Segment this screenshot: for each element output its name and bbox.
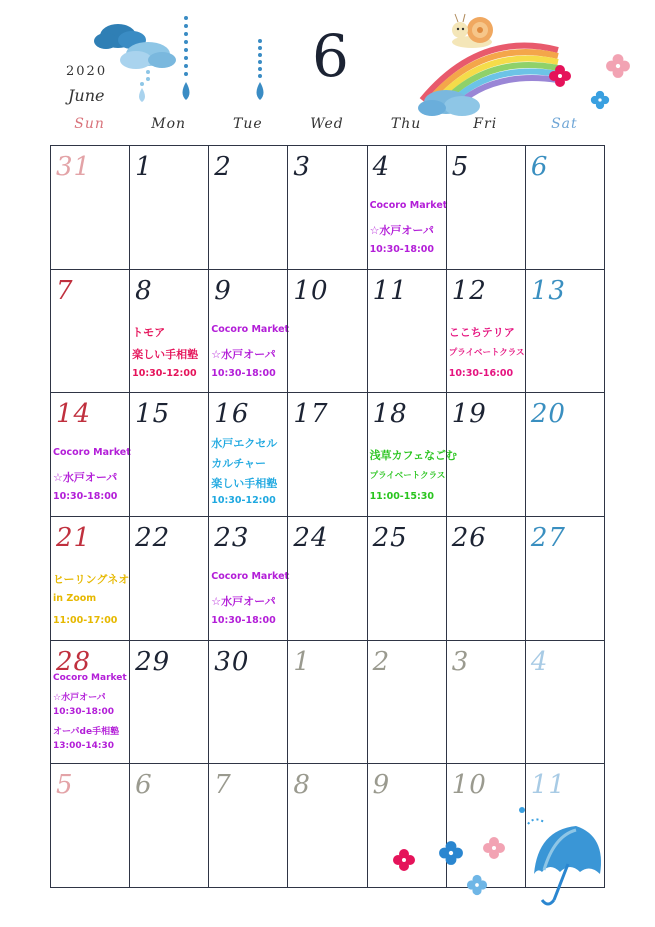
flower-icon: [482, 836, 506, 860]
weekday-label-sat: Sat: [551, 116, 578, 132]
day-number: 28: [56, 646, 92, 677]
day-number: 2: [372, 646, 391, 677]
day-number: 11: [372, 275, 408, 306]
day-cell[interactable]: [50, 763, 130, 888]
day-number: 8: [135, 275, 153, 306]
day-number: 9: [214, 275, 232, 306]
day-cell[interactable]: [129, 763, 209, 888]
day-cell[interactable]: [367, 269, 447, 394]
day-cell[interactable]: [50, 269, 130, 394]
day-number: 15: [135, 399, 171, 430]
day-number: 16: [214, 399, 250, 430]
snail-icon: [450, 10, 500, 52]
day-number: 6: [530, 152, 549, 182]
event-line: ☆水戸オーパ: [53, 692, 106, 703]
day-number: 19: [451, 399, 487, 430]
day-cell[interactable]: [129, 392, 209, 517]
year-label: 2020: [66, 64, 108, 79]
event-line: 10:30-12:00: [132, 367, 197, 379]
event-line: Cocoro Market: [369, 200, 448, 211]
event-line: Cocoro Market: [211, 323, 290, 335]
day-number: 13: [530, 275, 566, 306]
day-cell[interactable]: [446, 392, 526, 517]
event-line: 11:00-17:00: [53, 615, 118, 626]
day-cell[interactable]: [208, 516, 288, 641]
event-line: 10:30-12:00: [211, 495, 276, 507]
day-number: 18: [372, 399, 408, 430]
event-line: ☆水戸オーパ: [211, 595, 276, 608]
day-cell[interactable]: [287, 516, 367, 641]
weekday-label-mon: Mon: [151, 116, 187, 132]
day-cell[interactable]: [129, 145, 209, 270]
day-cell[interactable]: [129, 640, 209, 765]
event-line: 13:00-14:30: [53, 740, 115, 751]
day-number: 7: [56, 275, 74, 306]
day-number: 17: [293, 399, 329, 430]
day-cell[interactable]: [208, 392, 288, 517]
event-line: ヒーリングネオ: [53, 573, 130, 586]
flower-icon: [438, 840, 464, 866]
day-number: 21: [56, 523, 92, 553]
event-line: Cocoro Market: [53, 672, 127, 683]
event-line: ☆水戸オーパ: [369, 224, 434, 237]
event-line: ☆水戸オーパ: [53, 471, 118, 485]
day-number: 7: [214, 770, 232, 801]
weekday-label-wed: Wed: [310, 116, 344, 132]
day-cell[interactable]: [446, 145, 526, 270]
day-number: 23: [214, 523, 250, 553]
day-cell[interactable]: [446, 516, 526, 641]
day-number: 4: [530, 646, 549, 677]
raindrop-icon: [250, 38, 270, 104]
day-cell[interactable]: [208, 145, 288, 270]
day-number: 31: [56, 152, 92, 182]
day-cell[interactable]: [367, 516, 447, 641]
day-cell[interactable]: [525, 269, 605, 394]
day-number: 25: [372, 523, 408, 553]
event-line: ☆水戸オーパ: [211, 347, 276, 361]
day-number: 24: [293, 523, 329, 553]
day-cell[interactable]: [367, 392, 458, 517]
day-cell[interactable]: [287, 763, 367, 888]
day-number: 2: [214, 152, 232, 182]
event-line: 10:30-18:00: [369, 244, 434, 255]
event-line: in Zoom: [53, 593, 97, 604]
day-cell[interactable]: [50, 516, 130, 641]
day-cell[interactable]: [287, 269, 367, 394]
month-name-label: June: [68, 86, 105, 105]
day-cell[interactable]: [50, 392, 130, 517]
weekday-label-sun: Sun: [74, 116, 105, 132]
flower-icon: [466, 874, 488, 896]
day-cell[interactable]: [50, 145, 130, 270]
raindrop-icon: [176, 14, 196, 104]
event-line: ここちテリア: [448, 325, 515, 339]
event-line: 10:30-18:00: [211, 367, 276, 379]
umbrella-icon: [514, 800, 608, 910]
day-number: 10: [293, 275, 329, 306]
day-number: 30: [214, 646, 250, 677]
day-number: 5: [451, 152, 470, 182]
day-cell[interactable]: [287, 640, 367, 765]
event-line: カルチャー: [211, 457, 266, 471]
day-cell[interactable]: [208, 269, 288, 394]
day-number: 5: [56, 770, 74, 801]
event-line: 11:00-15:30: [369, 491, 434, 503]
event-line: 水戸エクセル: [211, 437, 278, 451]
event-line: 浅草カフェなごむ: [369, 449, 458, 463]
day-number: 26: [451, 523, 487, 553]
day-number: 12: [451, 275, 487, 306]
flower-icon: [392, 848, 416, 872]
day-cell[interactable]: [367, 145, 447, 270]
day-number: 20: [530, 399, 566, 430]
weekday-label-thu: Thu: [390, 116, 422, 132]
day-number: 29: [135, 646, 171, 677]
event-line: トモア: [132, 325, 166, 339]
event-line: 楽しい手相塾: [132, 347, 199, 361]
event-line: 10:30-18:00: [211, 615, 276, 626]
event-line: オーパde手相塾: [53, 726, 120, 737]
weekday-label-tue: Tue: [233, 116, 263, 132]
day-number: 1: [135, 152, 153, 182]
day-cell[interactable]: [287, 392, 367, 517]
day-number: 27: [530, 523, 566, 553]
day-number: 8: [293, 770, 311, 801]
day-number: 6: [135, 770, 153, 801]
calendar-grid: [50, 145, 604, 887]
flower-icon: [548, 64, 572, 88]
day-cell[interactable]: [50, 640, 130, 765]
day-cell[interactable]: [208, 640, 288, 765]
day-number: 4: [372, 152, 391, 182]
day-cell[interactable]: [446, 640, 526, 765]
day-number: 10: [451, 770, 487, 801]
day-cell[interactable]: [208, 763, 288, 888]
event-line: Cocoro Market: [53, 447, 131, 459]
day-cell[interactable]: [525, 145, 605, 270]
event-line: 10:30-18:00: [53, 706, 115, 717]
flower-icon: [590, 90, 610, 110]
event-line: 楽しい手相塾: [211, 477, 278, 491]
day-number: 3: [451, 646, 470, 677]
day-number: 3: [293, 152, 311, 182]
day-cell[interactable]: [446, 269, 526, 394]
event-line: 10:30-16:00: [448, 367, 514, 379]
day-cell[interactable]: [129, 269, 209, 394]
day-cell[interactable]: [367, 640, 447, 765]
weekday-label-fri: Fri: [473, 116, 498, 132]
event-line: プライベートクラス: [369, 471, 446, 482]
day-cell[interactable]: [129, 516, 209, 641]
month-number: 6: [312, 22, 349, 90]
day-number: 9: [372, 770, 391, 801]
event-line: プライベートクラス: [448, 347, 525, 358]
day-cell[interactable]: [525, 392, 605, 517]
day-cell[interactable]: [287, 145, 367, 270]
day-number: 11: [530, 770, 566, 801]
flower-icon: [605, 53, 631, 79]
day-cell[interactable]: [525, 516, 605, 641]
day-cell[interactable]: [525, 640, 605, 765]
day-number: 22: [135, 523, 171, 553]
event-line: Cocoro Market: [211, 571, 290, 582]
event-line: 10:30-18:00: [53, 491, 118, 503]
day-number: 1: [293, 646, 311, 677]
day-number: 14: [56, 399, 92, 430]
rain-cloud-icon: [92, 14, 182, 112]
